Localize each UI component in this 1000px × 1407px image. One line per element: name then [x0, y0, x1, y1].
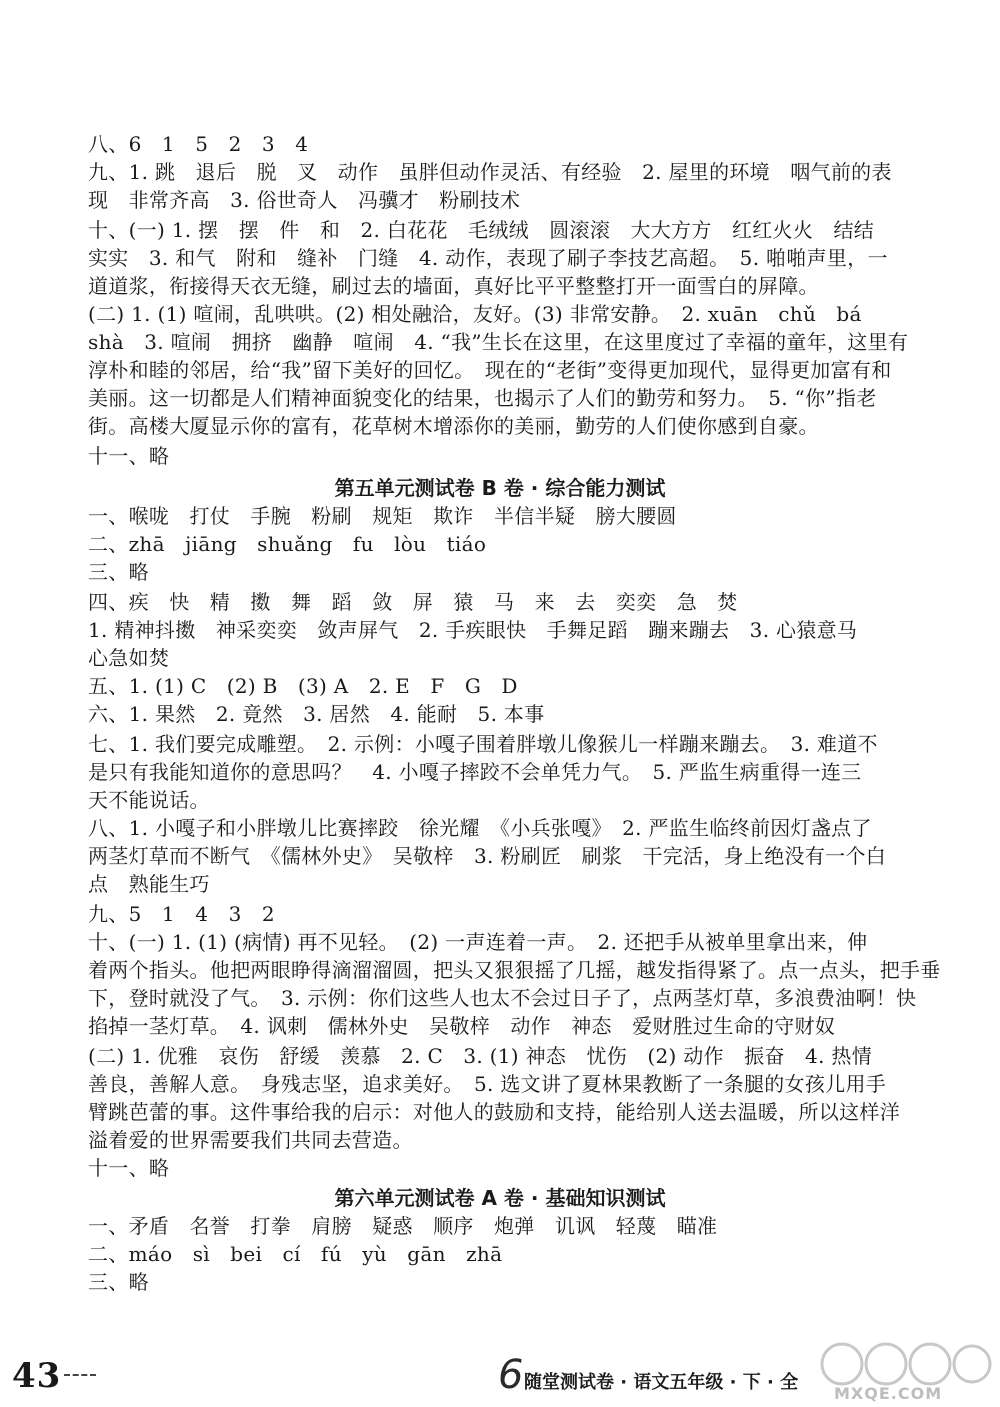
answer-line: 道道浆，衔接得天衣无缝，刷过去的墙面，真好比平平整整打开一面雪白的屏障。: [88, 274, 819, 298]
answer-line: (二) 1. (1) 喧闹，乱哄哄。(2) 相处融洽，友好。(3) 非常安静。 2. xuān chǔ bá: [88, 302, 862, 326]
answer-line: 一、喉咙 打仗 手腕 粉刷 规矩 欺诈 半信半疑 膀大腰圆: [88, 504, 677, 528]
answer-line: 九、1. 跳 退后 脱 叉 动作 虽胖但动作灵活、有经验 2. 屋里的环境 咽气前的表: [88, 160, 892, 184]
answer-line: 八、1. 小嘎子和小胖墩儿比赛摔跤 徐光耀 《小兵张嘎》 2. 严监生临终前因灯盏点了: [88, 816, 872, 840]
answer-line: 实实 3. 和气 附和 缝补 门缝 4. 动作，表现了刷子李技艺高超。 5. 啪啪声里，一: [88, 246, 888, 270]
book-title: 随堂测试卷 · 语文五年级 · 下 · 全: [524, 1372, 799, 1393]
footer-dash: [64, 1374, 96, 1378]
answer-line: 九、5 1 4 3 2: [88, 902, 275, 926]
answer-line: 美丽。这一切都是人们精神面貌变化的结果，也揭示了人们的勤劳和努力。 5. “你”指老: [88, 386, 877, 410]
answer-line: 现 非常齐高 3. 俗世奇人 冯骥才 粉刷技术: [88, 188, 521, 212]
answer-line: 掐掉一茎灯草。 4. 讽刺 儒林外史 吴敬梓 动作 神态 爱财胜过生命的守财奴: [88, 1014, 836, 1038]
answer-line: 街。高楼大厦显示你的富有，花草树木增添你的美丽，勤劳的人们使你感到自豪。: [88, 414, 819, 438]
watermark-text: MXQE.COM: [834, 1384, 943, 1403]
answer-line: 二、máo sì bei cí fú yù gān zhā: [88, 1242, 503, 1266]
answer-line: 着两个指头。他把两眼睁得滴溜溜圆，把头又狠狠摇了几摇，越发指得紧了。点一点头，把手垂: [88, 958, 941, 982]
answer-line: 十、(一) 1. (1) (病情) 再不见轻。 (2) 一声连着一声。 2. 还把手从被单里拿出来，伸: [88, 930, 868, 954]
answer-line: 心急如焚: [88, 646, 170, 670]
answer-line: 三、略: [88, 560, 149, 584]
handwritten-mark: 6: [498, 1352, 524, 1398]
answer-line: 五、1. (1) C (2) B (3) A 2. E F G D: [88, 674, 518, 698]
answer-line: 六、1. 果然 2. 竟然 3. 居然 4. 能耐 5. 本事: [88, 702, 545, 726]
answer-line: 七、1. 我们要完成雕塑。 2. 示例：小嘎子围着胖墩儿像猴儿一样蹦来蹦去。 3. 难道不: [88, 732, 878, 756]
answer-line: 十一、略: [88, 1156, 170, 1180]
answer-line: 十一、略: [88, 444, 170, 468]
answer-line: 淳朴和睦的邻居，给“我”留下美好的回忆。 现在的“老街”变得更加现代，显得更加富有和: [88, 358, 892, 382]
answer-line: 臂跳芭蕾的事。这件事给我的启示：对他人的鼓励和支持，能给别人送去温暖，所以这样洋: [88, 1100, 900, 1124]
answer-line: 四、疾 快 精 擞 舞 蹈 敛 屏 猿 马 来 去 奕奕 急 焚: [88, 590, 738, 614]
answer-line: 两茎灯草而不断气 《儒林外史》 吴敬梓 3. 粉刷匠 刷浆 干完活，身上绝没有一个白: [88, 844, 887, 868]
answer-line: 天不能说话。: [88, 788, 210, 812]
section-heading: 第五单元测试卷 B 卷 · 综合能力测试: [334, 476, 666, 500]
answer-line: 下，登时就没了气。 3. 示例：你们这些人也太不会过日子了，点两茎灯草，多浪费油啊！快: [88, 986, 917, 1010]
answer-line: 十、(一) 1. 摆 摆 件 和 2. 白花花 毛绒绒 圆滚滚 大大方方 红红火火 结结: [88, 218, 875, 242]
answer-line: 一、矛盾 名誉 打拳 肩膀 疑惑 顺序 炮弹 讥讽 轻蔑 瞄准: [88, 1214, 718, 1238]
answer-line: 二、zhā jiāng shuǎng fu lòu tiáo: [88, 532, 487, 556]
answer-line: 善良，善解人意。 身残志坚，追求美好。 5. 选文讲了夏林果教断了一条腿的女孩儿用手: [88, 1072, 887, 1096]
answer-line: shà 3. 喧闹 拥挤 幽静 喧闹 4. “我”生长在这里，在这里度过了幸福的童年，这里有: [88, 330, 909, 354]
answer-line: 溢着爱的世界需要我们共同去营造。: [88, 1128, 413, 1152]
answer-line: (二) 1. 优雅 哀伤 舒缓 羡慕 2. C 3. (1) 神态 忧伤 (2) 动作 振奋 4. 热情: [88, 1044, 872, 1068]
page-number: 43: [12, 1356, 62, 1396]
answer-line: 是只有我能知道你的意思吗？ 4. 小嘎子摔跤不会单凭力气。 5. 严监生病重得一连三: [88, 760, 862, 784]
section-heading: 第六单元测试卷 A 卷 · 基础知识测试: [334, 1186, 666, 1210]
answer-line: 1. 精神抖擞 神采奕奕 敛声屏气 2. 手疾眼快 手舞足蹈 蹦来蹦去 3. 心猿意马: [88, 618, 858, 642]
answer-line: 八、6 1 5 2 3 4: [88, 132, 309, 156]
answer-line: 三、略: [88, 1270, 149, 1294]
answer-line: 点 熟能生巧: [88, 872, 210, 896]
